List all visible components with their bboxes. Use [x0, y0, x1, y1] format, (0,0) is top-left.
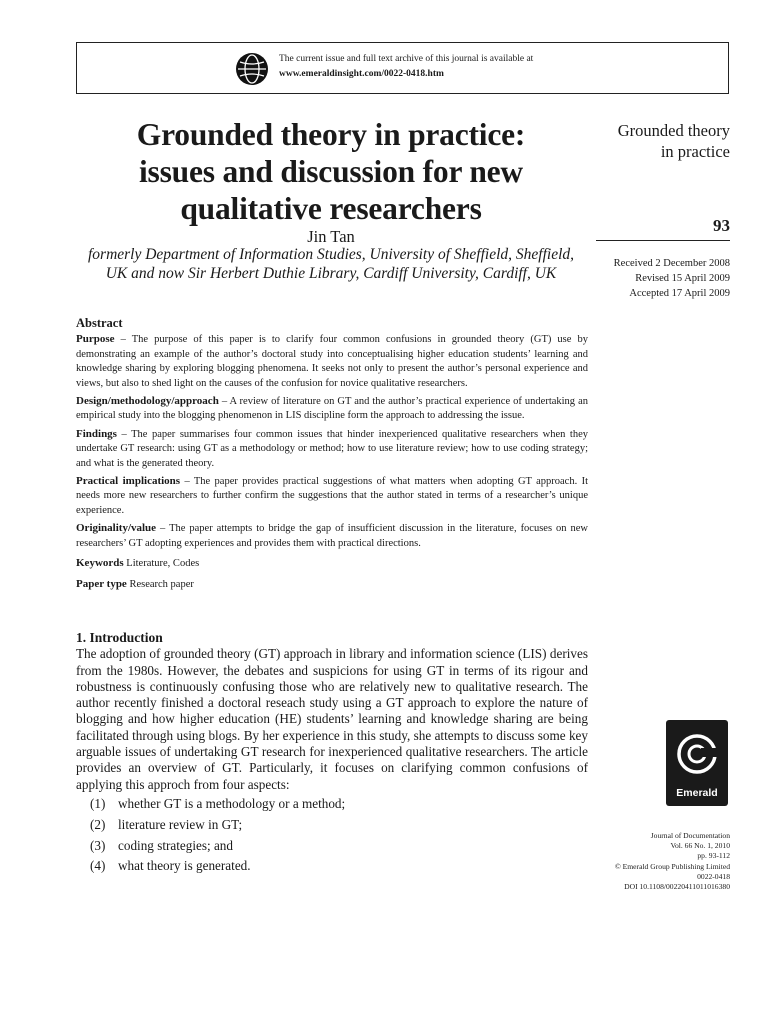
- margin-divider: [596, 240, 730, 241]
- purpose-label: Purpose: [76, 333, 115, 346]
- list-item-number: (2): [90, 816, 106, 832]
- journal-pages: pp. 93-112: [697, 851, 730, 861]
- keywords-text: Literature, Codes: [123, 558, 200, 570]
- emerald-logo-text: Emerald: [676, 787, 718, 799]
- journal-url-link[interactable]: www.emeraldinsight.com/0022-0418.htm: [279, 69, 444, 79]
- abstract-implications: [76, 474, 588, 518]
- list-item-number: (1): [90, 795, 106, 811]
- implications-text: – The paper provides practical suggestions of what matters when adopting GT approach. It needs more new researchers to further confirm the suggestions that the author stated in terms of a researcher’s unique experience.: [76, 476, 588, 516]
- list-item-number: (3): [90, 837, 106, 853]
- abstract-purpose: [76, 332, 588, 391]
- title-line-2: issues and discussion for new: [139, 154, 523, 189]
- author-affiliation: [76, 245, 586, 283]
- title-line-1: Grounded theory in practice:: [136, 117, 526, 152]
- globe-icon: [235, 52, 269, 86]
- accepted-date: Accepted 17 April 2009: [629, 288, 730, 299]
- list-item: [76, 796, 588, 812]
- list-item: [76, 817, 588, 833]
- findings-label: Findings: [76, 427, 117, 440]
- list-item-text: coding strategies; and: [118, 837, 233, 853]
- list-item-text: what theory is generated.: [118, 858, 251, 874]
- article-title: [76, 116, 586, 227]
- author-name: Jin Tan: [307, 227, 355, 246]
- abstract-keywords: [76, 556, 588, 571]
- journal-issn: 0022-0418: [697, 871, 730, 881]
- list-item: [76, 858, 588, 874]
- keywords-label: Keywords: [76, 557, 124, 570]
- paper-type-text: Research paper: [126, 578, 194, 590]
- design-text: – A review of literature on GT and the author’s practical experience of undertaking an empirical study into the blogging phenomenon in LIS discipline form the approach to addressing the issue.: [76, 396, 588, 422]
- purpose-text: – The purpose of this paper is to clarify four common confusions in grounded theory (GT) use by demonstrating an example of the author’s doctoral study into conceptualising higher education students’ learning and knowledge sharing by exploring blogging phenomena. It seeks not only to present the author’s personal experience and views, but also to shed light on the causes of the confusion for novice qualitative researchers.: [76, 334, 588, 389]
- list-item-number: (4): [90, 858, 106, 874]
- aspects-list: [76, 796, 588, 875]
- abstract-findings: [76, 427, 588, 471]
- implications-label: Practical implications: [76, 475, 181, 488]
- abstract-originality: [76, 521, 588, 551]
- running-head-line-1: Grounded theory: [617, 121, 730, 140]
- list-item-text: whether GT is a methodology or a method;: [118, 795, 346, 811]
- journal-citation: [615, 831, 730, 892]
- title-line-3: qualitative researchers: [180, 191, 482, 226]
- page-number: 93: [713, 216, 730, 235]
- journal-availability-box: [76, 42, 729, 94]
- journal-volume: Vol. 66 No. 1, 2010: [670, 841, 730, 851]
- introduction-section: [76, 630, 588, 879]
- copyright-notice: © Emerald Group Publishing Limited: [614, 861, 730, 871]
- design-label: Design/methodology/approach: [76, 395, 219, 408]
- abstract-paper-type: [76, 577, 588, 592]
- emerald-logo-icon: [676, 728, 718, 780]
- submission-dates: [614, 256, 730, 301]
- introduction-paragraph: The adoption of grounded theory (GT) approach in library and information science (LIS) derives from the 1980s. However, the debates and suspicions for using GT in terms of its rigour and robustness is continuously confusing those who are relatively new to qualitative research. The author recently finished a doctoral reseach study using a GT approach to explore the nature of blogging and how higher education (HE) students’ learning and knowledge sharing are being facilitated through using blogs. By her experience in this study, she attempts to discuss some key arguable issues of undertaking GT research for inexperienced qualitative researchers. The article provides an overview of GT. Particularly, it focuses on clarifying common confusions of applying this approch from four aspects:: [76, 646, 588, 792]
- abstract-section: [76, 316, 588, 595]
- originality-label: Originality/value: [76, 522, 157, 535]
- article-doi: DOI 10.1108/00220411011016380: [624, 882, 730, 892]
- revised-date: Revised 15 April 2009: [635, 273, 730, 284]
- list-item: [76, 838, 588, 854]
- running-head-line-2: in practice: [660, 142, 730, 161]
- paper-type-label: Paper type: [76, 577, 127, 590]
- affiliation-line-1: formerly Department of Information Studies, University of Sheffield, Sheffield,: [87, 246, 575, 263]
- availability-text: The current issue and full text archive of this journal is available at: [279, 54, 534, 64]
- running-head: [618, 120, 730, 162]
- received-date: Received 2 December 2008: [613, 258, 730, 269]
- abstract-heading: Abstract: [76, 316, 123, 330]
- emerald-logo: [666, 720, 728, 806]
- journal-name: Journal of Documentation: [650, 831, 730, 840]
- availability-notice: [279, 52, 533, 82]
- introduction-heading: 1. Introduction: [76, 630, 163, 645]
- list-item-text: literature review in GT;: [118, 816, 243, 832]
- affiliation-line-2: UK and now Sir Herbert Duthie Library, Cardiff University, Cardiff, UK: [105, 265, 557, 282]
- abstract-design: [76, 394, 588, 424]
- findings-text: – The paper summarises four common issues that hinder inexperienced qualitative researchers when they undertake GT research: using GT as a methodology or method; how to use literature review; how to use coding strategy; and what is the generated theory.: [76, 428, 588, 469]
- originality-text: – The paper attempts to bridge the gap of insufficient discussion in the literature, focuses on new researchers’ GT adopting experiences and provides them with practical directions.: [76, 523, 588, 549]
